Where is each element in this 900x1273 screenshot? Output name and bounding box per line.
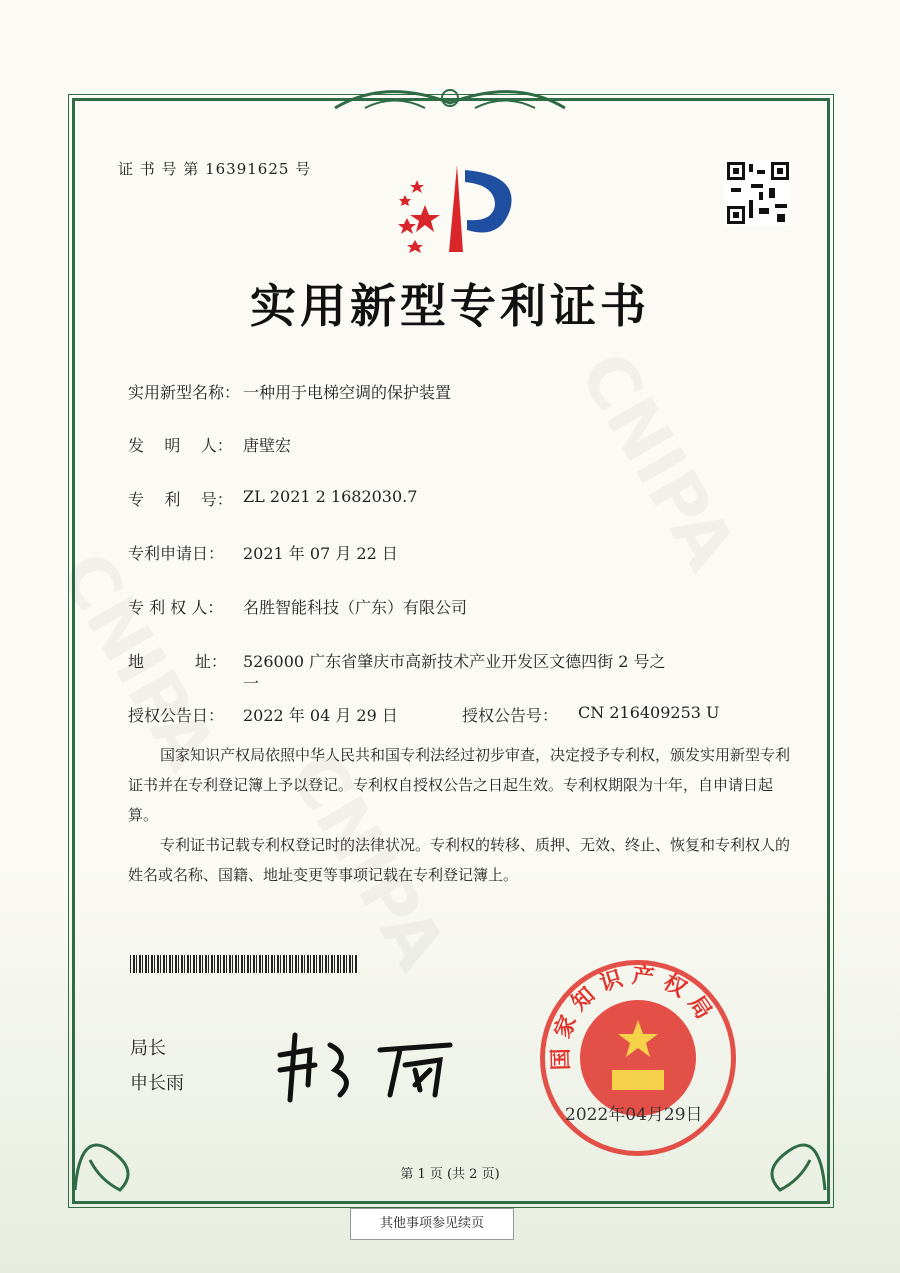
field-value-pub-number: CN 216409253 U (578, 703, 720, 722)
continue-note: 其他事项参见续页 (350, 1208, 514, 1240)
field-value-address-line2: 一 (243, 674, 260, 693)
page-title: 实用新型专利证书 (250, 279, 650, 333)
field-label-name: 实用新型名称： (128, 383, 241, 402)
director-title: 局长 (130, 1038, 166, 1059)
field-label-pub-number: 授权公告号： (462, 706, 559, 725)
field-value-grant-date: 2022 年 04 月 29 日 (243, 706, 398, 725)
field-label-inventor: 发 明 人： (128, 436, 233, 455)
statement-paragraph: 专利证书记载专利权登记时的法律状况。专利权的转移、质押、无效、终止、恢复和专利权人的姓名或名称、国籍、地址变更等事项记载在专利登记簿上。 (128, 836, 791, 884)
certificate-number: 证 书 号 第 16391625 号 (118, 160, 312, 178)
statement-paragraph: 国家知识产权局依照中华人民共和国专利法经过初步审查，决定授予专利权，颁发实用新型专利证书并在专利登记簿上予以登记。专利权自授权公告之日起生效。专利权期限为十年，自申请日起算。 (128, 746, 791, 824)
ornament-top-icon (325, 78, 575, 122)
field-value-inventor: 唐壁宏 (243, 436, 292, 455)
director-name: 申长雨 (130, 1073, 184, 1094)
seal-date: 2022年04月29日 (565, 1105, 703, 1125)
field-label-grant-date: 授权公告日： (128, 706, 225, 725)
qr-code-icon (725, 160, 791, 226)
field-label-filing-date: 专利申请日： (128, 544, 225, 563)
signature-icon (270, 1025, 470, 1105)
cnipa-logo-icon (385, 160, 520, 255)
field-label-patent-number: 专 利 号： (128, 490, 233, 509)
seal-emblem-icon (540, 960, 736, 1156)
ornament-corner-left-icon (70, 1090, 170, 1200)
certificate-statement (128, 740, 798, 890)
ornament-corner-right-icon (730, 1090, 830, 1200)
page-number: 第 1 页 (共 2 页) (400, 1167, 500, 1182)
field-value-patent-number: ZL 2021 2 1682030.7 (243, 487, 418, 506)
field-value-name: 一种用于电梯空调的保护装置 (243, 383, 452, 402)
field-value-address: 526000 广东省肇庆市高新技术产业开发区文德四街 2 号之 (243, 652, 666, 671)
field-label-address: 地 址： (128, 652, 227, 671)
field-value-filing-date: 2021 年 07 月 22 日 (243, 544, 398, 563)
field-value-patentee: 名胜智能科技（广东）有限公司 (243, 598, 468, 617)
field-label-patentee: 专 利 权 人： (128, 598, 224, 617)
barcode (130, 955, 358, 973)
seal-text: 国家知识产权局 (547, 962, 722, 1071)
